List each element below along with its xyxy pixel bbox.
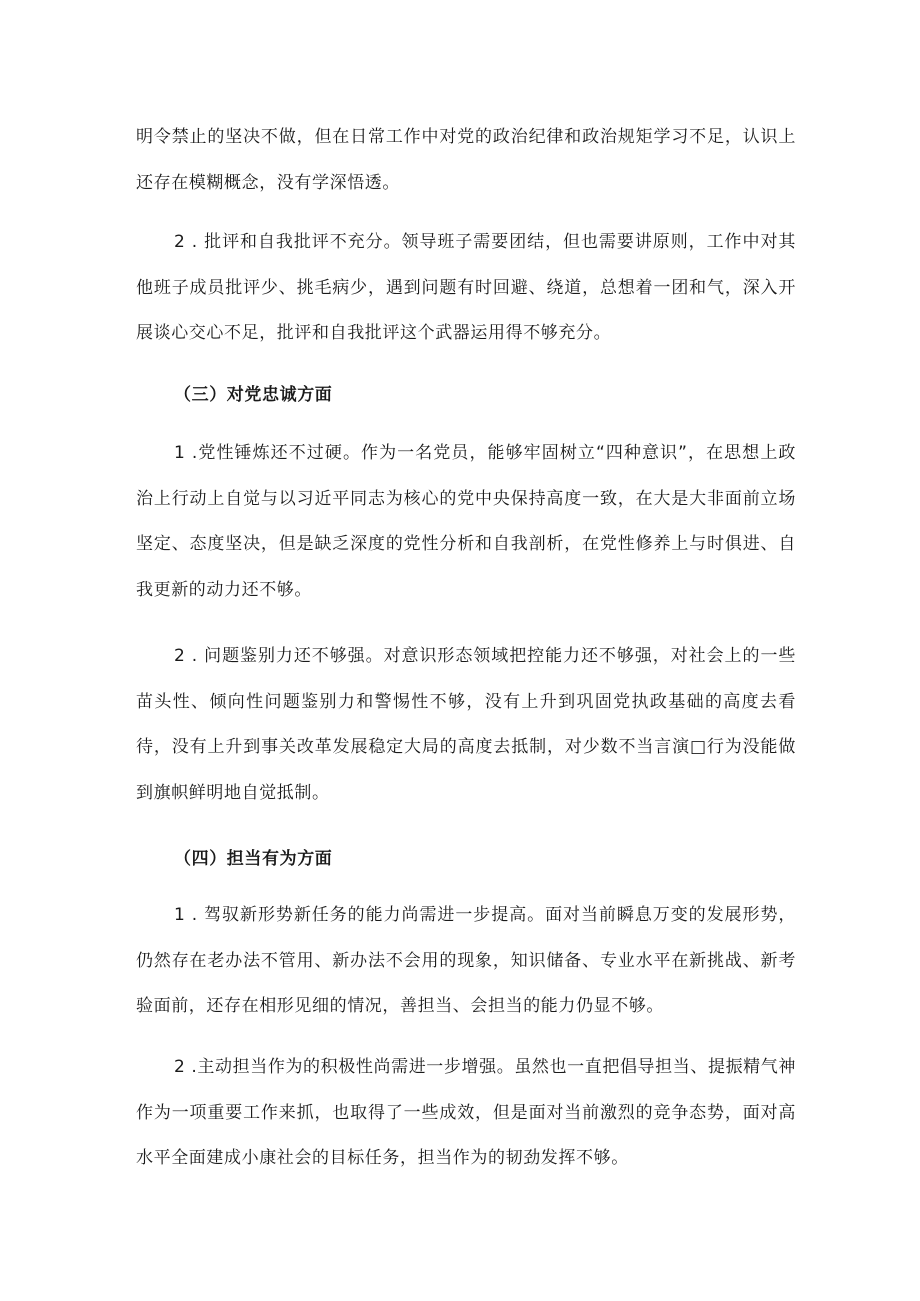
section-heading-loyalty: （三）对党忠诚方面 <box>174 385 333 405</box>
paragraph-discernment: 2 . 问题鉴别力还不够强。对意识形态领域把控能力还不够强，对社会上的一些苗头性、倾向性问题鉴别力和警惕性不够，没有上升到巩固党执政基础的高度去看待，没有上升到事关改革发展稳定大局的高度去抵制，对少数不当言演□行为没能做到旗帜鲜明地自觉抵制。 <box>136 646 796 803</box>
paragraph-new-situation: 1 . 驾驭新形势新任务的能力尚需进一步提高。面对当前瞬息万变的发展形势，仍然存在老办法不管用、新办法不会用的现象，知识储备、专业水平在新挑战、新考验面前，还存在相形见细的情况，善担当、会担当的能力仍显不够。 <box>136 905 796 1016</box>
paragraph-initiative: 2 .主动担当作为的积极性尚需进一步增强。虽然也一直把倡导担当、提振精气神作为一项重要工作来抓，也取得了一些成效，但是面对当前激烈的竞争态势，面对高水平全面建成小康社会的目标任务，担当作为的韧劲发挥不够。 <box>136 1057 796 1168</box>
section-heading-responsibility: （四）担当有为方面 <box>174 849 333 869</box>
paragraph-political-discipline: 明令禁止的坚决不做，但在日常工作中对党的政治纪律和政治规矩学习不足，认识上还存在模糊概念，没有学深悟透。 <box>136 127 796 193</box>
paragraph-party-spirit: 1 .党性锤炼还不过硬。作为一名党员，能够牢固树立“四种意识”，在思想上政治上行动上自觉与以习近平同志为核心的党中央保持高度一致，在大是大非面前立场坚定、态度坚决，但是缺乏深度的党性分析和自我剖析，在党性修养上与时俱进、自我更新的动力还不够。 <box>136 443 796 600</box>
paragraph-criticism: 2 . 批评和自我批评不充分。领导班子需要团结，但也需要讲原则，工作中对其他班子成员批评少、挑毛病少，遇到问题有时回避、绕道，总想着一团和气，深入开展谈心交心不足，批评和自我批评这个武器运用得不够充分。 <box>136 232 796 343</box>
